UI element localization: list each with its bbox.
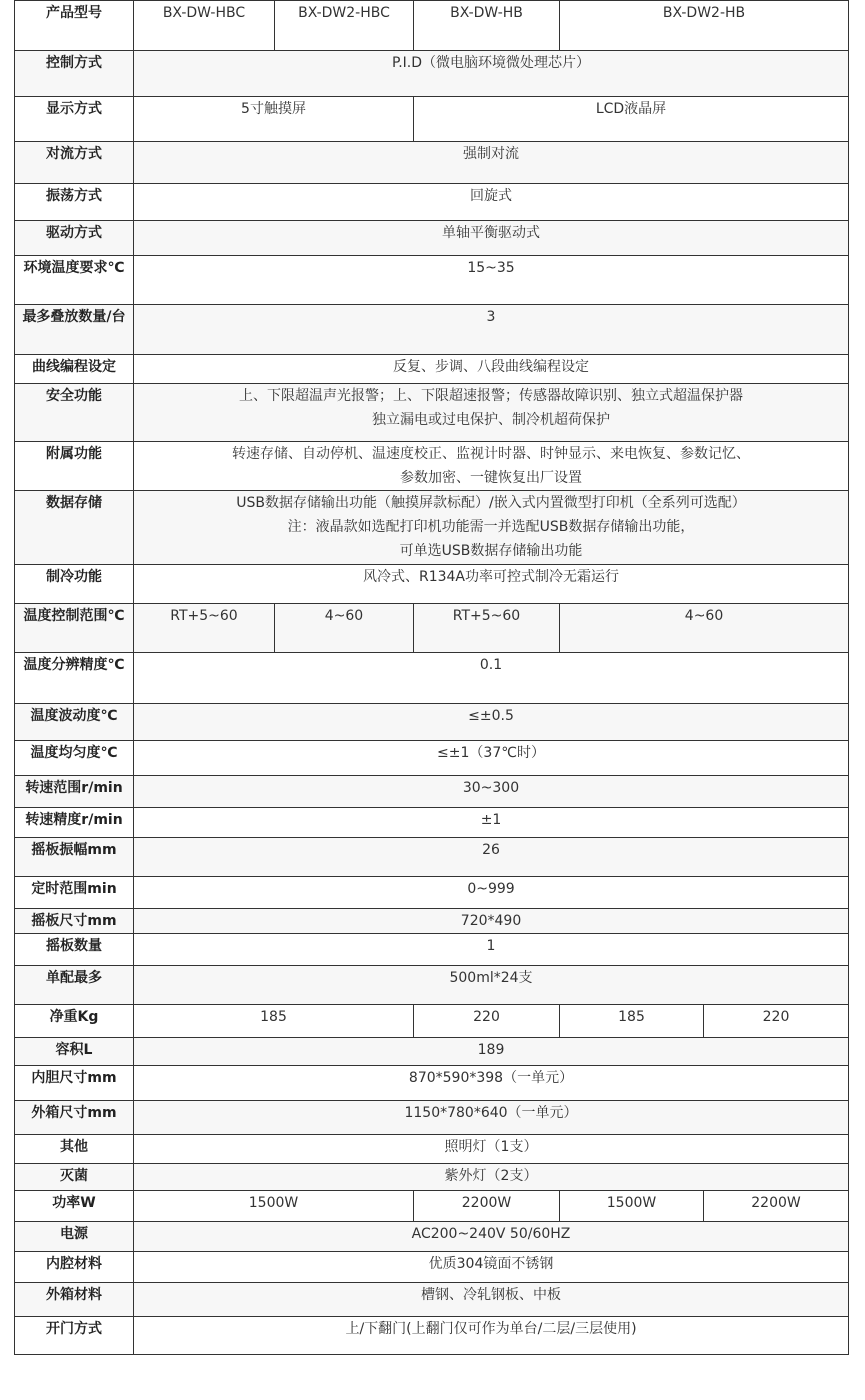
spec-row — [15, 877, 849, 909]
spec-value: 风冷式、R134A功率可控式制冷无霜运行 — [134, 565, 849, 604]
spec-value: 500ml*24支 — [134, 966, 849, 1005]
spec-value: 1 — [134, 934, 849, 966]
spec-label: 驱动方式 — [15, 221, 134, 256]
spec-row — [15, 704, 849, 741]
spec-row — [15, 1222, 849, 1252]
spec-value: 照明灯（1支） — [134, 1135, 849, 1164]
spec-label: 制冷功能 — [15, 565, 134, 604]
spec-value: 0~999 — [134, 877, 849, 909]
spec-row — [15, 776, 849, 808]
spec-row — [15, 355, 849, 384]
spec-row — [15, 1191, 849, 1222]
spec-value: ≤±0.5 — [134, 704, 849, 741]
spec-row — [15, 934, 849, 966]
spec-label: 摇板数量 — [15, 934, 134, 966]
spec-label: 温度均匀度℃ — [15, 741, 134, 776]
spec-row — [15, 221, 849, 256]
spec-value: 4~60 — [560, 604, 849, 653]
spec-value: BX-DW-HBC — [134, 1, 275, 51]
spec-label: 转速精度r/min — [15, 808, 134, 838]
spec-value: 紫外灯（2支） — [134, 1164, 849, 1191]
spec-label: 温度分辨精度℃ — [15, 653, 134, 704]
spec-label: 电源 — [15, 1222, 134, 1252]
spec-value: RT+5~60 — [414, 604, 560, 653]
spec-value — [134, 491, 849, 565]
spec-row — [15, 1, 849, 51]
spec-value-line: 转速存储、自动停机、温速度校正、监视计时器、时钟显示、来电恢复、参数记忆、 — [232, 446, 750, 462]
spec-value — [134, 442, 849, 491]
spec-value: 2200W — [704, 1191, 849, 1222]
spec-value: 上/下翻门(上翻门仅可作为单台/二层/三层使用) — [134, 1317, 849, 1355]
spec-row — [15, 1101, 849, 1135]
spec-label: 内腔材料 — [15, 1252, 134, 1283]
spec-value-line: 上、下限超温声光报警；上、下限超速报警；传感器故障识别、独立式超温保护器 — [239, 388, 743, 404]
spec-value-line: 注：液晶款如选配打印机功能需一并选配USB数据存储输出功能， — [287, 519, 695, 535]
spec-row — [15, 966, 849, 1005]
spec-row — [15, 604, 849, 653]
spec-label: 显示方式 — [15, 97, 134, 142]
spec-row — [15, 1066, 849, 1101]
spec-row — [15, 1135, 849, 1164]
spec-label: 外箱尺寸mm — [15, 1101, 134, 1135]
spec-label: 控制方式 — [15, 51, 134, 97]
spec-row — [15, 142, 849, 184]
spec-row — [15, 384, 849, 442]
spec-label: 温度波动度℃ — [15, 704, 134, 741]
spec-label: 温度控制范围℃ — [15, 604, 134, 653]
spec-label: 功率W — [15, 1191, 134, 1222]
spec-row — [15, 741, 849, 776]
spec-value: 220 — [704, 1005, 849, 1038]
spec-value — [134, 384, 849, 442]
spec-value-line: 独立漏电或过电保护、制冷机超荷保护 — [372, 412, 610, 428]
spec-value: 26 — [134, 838, 849, 877]
spec-value: BX-DW-HB — [414, 1, 560, 51]
spec-value: 1500W — [560, 1191, 704, 1222]
spec-label: 转速范围r/min — [15, 776, 134, 808]
spec-row — [15, 1283, 849, 1317]
spec-value: 反复、步调、八段曲线编程设定 — [134, 355, 849, 384]
spec-label: 定时范围min — [15, 877, 134, 909]
spec-value-line: 可单选USB数据存储输出功能 — [399, 543, 583, 559]
spec-label: 振荡方式 — [15, 184, 134, 221]
spec-row — [15, 1164, 849, 1191]
spec-value: 4~60 — [275, 604, 414, 653]
spec-value: 870*590*398（一单元） — [134, 1066, 849, 1101]
spec-value: 2200W — [414, 1191, 560, 1222]
spec-value: 槽钢、冷轧钢板、中板 — [134, 1283, 849, 1317]
spec-label: 对流方式 — [15, 142, 134, 184]
spec-row — [15, 808, 849, 838]
spec-value: BX-DW2-HB — [560, 1, 849, 51]
spec-row — [15, 838, 849, 877]
spec-label: 容积L — [15, 1038, 134, 1066]
spec-label: 摇板尺寸mm — [15, 909, 134, 934]
spec-row — [15, 97, 849, 142]
spec-label: 产品型号 — [15, 1, 134, 51]
spec-value: 30~300 — [134, 776, 849, 808]
spec-value: 0.1 — [134, 653, 849, 704]
spec-value: 185 — [560, 1005, 704, 1038]
spec-row — [15, 1317, 849, 1355]
spec-value: 1500W — [134, 1191, 414, 1222]
spec-row — [15, 653, 849, 704]
spec-value: ≤±1（37℃时） — [134, 741, 849, 776]
spec-label: 附属功能 — [15, 442, 134, 491]
spec-value: 3 — [134, 305, 849, 355]
spec-value: LCD液晶屏 — [414, 97, 849, 142]
spec-value: ±1 — [134, 808, 849, 838]
spec-row — [15, 442, 849, 491]
spec-label: 最多叠放数量/台 — [15, 305, 134, 355]
spec-label: 开门方式 — [15, 1317, 134, 1355]
spec-table-body — [15, 1, 849, 1355]
spec-value: 720*490 — [134, 909, 849, 934]
spec-value: 单轴平衡驱动式 — [134, 221, 849, 256]
spec-row — [15, 305, 849, 355]
spec-row — [15, 51, 849, 97]
spec-row — [15, 1252, 849, 1283]
spec-value-line: 参数加密、一键恢复出厂设置 — [400, 470, 582, 486]
spec-row — [15, 491, 849, 565]
spec-value: P.I.D（微电脑环境微处理芯片） — [134, 51, 849, 97]
spec-label: 净重Kg — [15, 1005, 134, 1038]
spec-value: 强制对流 — [134, 142, 849, 184]
spec-value: RT+5~60 — [134, 604, 275, 653]
spec-label: 环境温度要求℃ — [15, 256, 134, 305]
spec-row — [15, 184, 849, 221]
spec-label: 内胆尺寸mm — [15, 1066, 134, 1101]
spec-label: 其他 — [15, 1135, 134, 1164]
spec-value: 5寸触摸屏 — [134, 97, 414, 142]
spec-value: 185 — [134, 1005, 414, 1038]
spec-label: 外箱材料 — [15, 1283, 134, 1317]
spec-row — [15, 909, 849, 934]
spec-label: 曲线编程设定 — [15, 355, 134, 384]
spec-value: 回旋式 — [134, 184, 849, 221]
spec-value: AC200~240V 50/60HZ — [134, 1222, 849, 1252]
spec-value: 优质304镜面不锈钢 — [134, 1252, 849, 1283]
spec-label: 安全功能 — [15, 384, 134, 442]
spec-label: 单配最多 — [15, 966, 134, 1005]
spec-row — [15, 256, 849, 305]
spec-row — [15, 1038, 849, 1066]
spec-label: 摇板振幅mm — [15, 838, 134, 877]
spec-value: BX-DW2-HBC — [275, 1, 414, 51]
spec-value: 189 — [134, 1038, 849, 1066]
spec-value-line: USB数据存储输出功能（触摸屏款标配）/嵌入式内置微型打印机（全系列可选配） — [236, 495, 746, 511]
spec-row — [15, 565, 849, 604]
spec-value: 220 — [414, 1005, 560, 1038]
spec-label: 灭菌 — [15, 1164, 134, 1191]
spec-value: 15~35 — [134, 256, 849, 305]
spec-table — [14, 0, 849, 1355]
spec-value: 1150*780*640（一单元） — [134, 1101, 849, 1135]
spec-row — [15, 1005, 849, 1038]
spec-label: 数据存储 — [15, 491, 134, 565]
